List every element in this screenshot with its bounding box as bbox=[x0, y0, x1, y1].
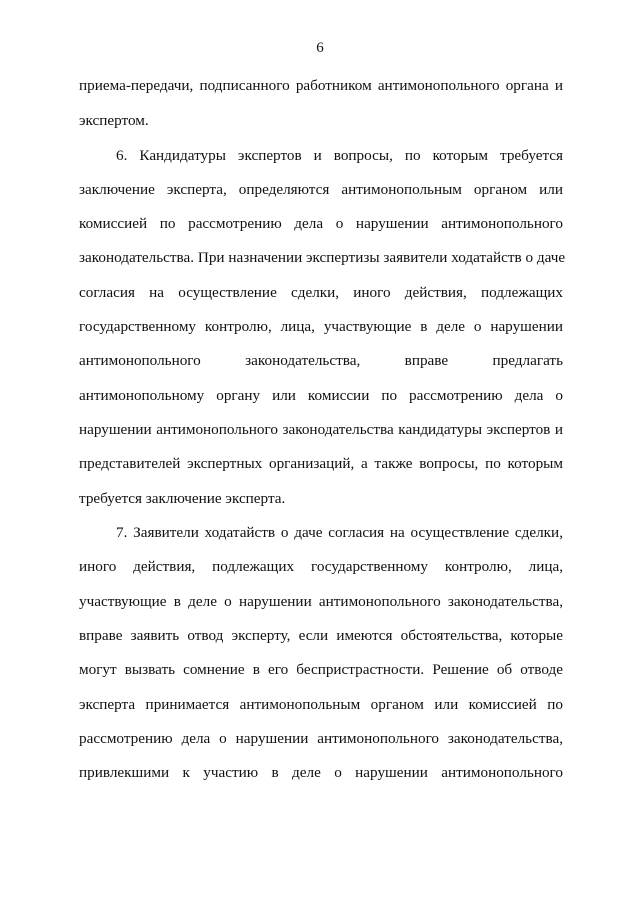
text-line: государственному контролю, лица, участвующие в деле о нарушении bbox=[79, 318, 563, 335]
text-line: нарушении антимонопольного законодательства кандидатуры экспертов и bbox=[79, 421, 563, 438]
text-line: эксперта принимается антимонопольным органом или комиссией по bbox=[79, 696, 563, 713]
text-line: экспертом. bbox=[79, 112, 149, 129]
page-number: 6 bbox=[316, 40, 324, 56]
text-line: антимонопольному органу или комиссии по рассмотрению дела о bbox=[79, 387, 563, 404]
text-line: требуется заключение эксперта. bbox=[79, 490, 286, 507]
paragraph-start-line: 6. Кандидатуры экспертов и вопросы, по которым требуется bbox=[116, 147, 563, 164]
text-line: рассмотрению дела о нарушении антимонопольного законодательства, bbox=[79, 730, 563, 747]
text-line: вправе заявить отвод эксперту, если имеются обстоятельства, которые bbox=[79, 627, 563, 644]
text-line: согласия на осуществление сделки, иного действия, подлежащих bbox=[79, 284, 563, 301]
text-line: комиссией по рассмотрению дела о нарушении антимонопольного bbox=[79, 215, 563, 232]
text-line: участвующие в деле о нарушении антимонопольного законодательства, bbox=[79, 593, 563, 610]
text-line: иного действия, подлежащих государственному контролю, лица, bbox=[79, 558, 563, 575]
text-line: законодательства. При назначении экспертизы заявители ходатайств о даче bbox=[79, 249, 566, 266]
text-line: заключение эксперта, определяются антимонопольным органом или bbox=[79, 181, 563, 198]
text-line: привлекшими к участию в деле о нарушении антимонопольного bbox=[79, 764, 563, 781]
text-line: могут вызвать сомнение в его беспристрастности. Решение об отводе bbox=[79, 661, 563, 678]
paragraph-start-line: 7. Заявители ходатайств о даче согласия на осуществление сделки, bbox=[116, 524, 563, 541]
text-line: антимонопольного законодательства, вправе предлагать bbox=[79, 352, 563, 369]
text-line: представителей экспертных организаций, а также вопросы, по которым bbox=[79, 455, 563, 472]
text-line: приема-передачи, подписанного работником антимонопольного органа и bbox=[79, 77, 563, 94]
